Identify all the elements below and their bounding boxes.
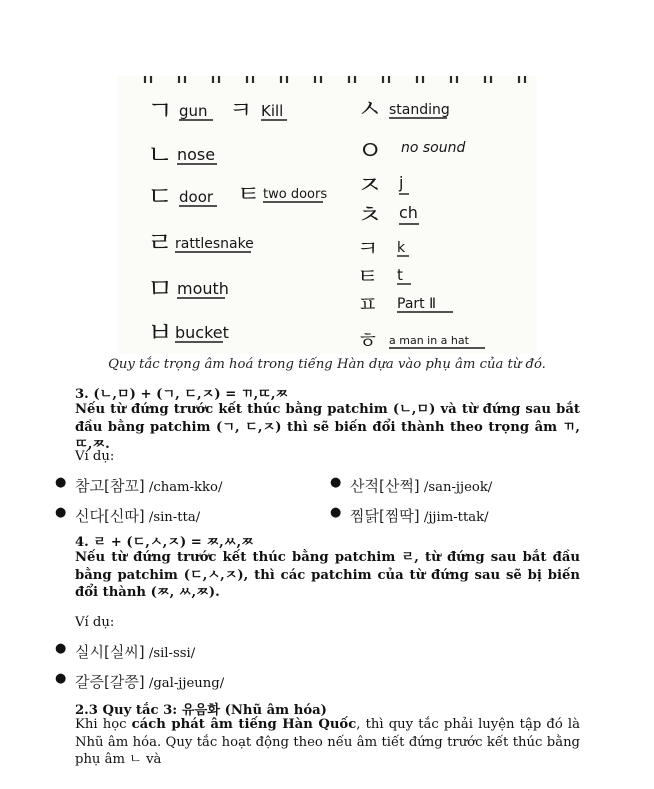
example-romanization: /san-jjeok/	[423, 480, 493, 495]
figure-caption: Quy tắc trọng âm hoá trong tiếng Hàn dựa vào phụ âm của từ đó.	[108, 357, 546, 372]
letter-p: ㅍ	[357, 293, 379, 318]
letter-k2: ㅋ	[357, 237, 379, 262]
rule-3-body-start: Khi học	[75, 717, 132, 732]
letter-h: ㅎ	[357, 329, 379, 354]
word-no-sound: no sound	[401, 140, 466, 156]
bullet-icon: ●	[55, 671, 67, 686]
example-korean: 참고[참꼬]	[75, 477, 145, 495]
bullet-icon: ●	[55, 505, 67, 520]
example-romanization: /sin-tta/	[148, 510, 201, 525]
letter-t: ㅌ	[237, 180, 261, 208]
letter-k: ㅋ	[229, 96, 253, 124]
letter-b: ㅂ	[147, 318, 174, 349]
spiral-binding-icon	[145, 76, 525, 83]
letter-ch: ㅊ	[357, 201, 383, 231]
letter-g: ㄱ	[147, 96, 174, 127]
letter-n: ㄴ	[147, 140, 174, 171]
list-item	[55, 641, 195, 662]
word-part2: Part Ⅱ	[397, 296, 436, 312]
list-item	[330, 475, 492, 496]
word-mouth: mouth	[177, 279, 229, 298]
example-korean: 산적[산쩍]	[350, 477, 420, 495]
word-t: t	[397, 266, 403, 284]
section-4-body: Nếu từ đứng trước kết thúc bằng patchim ㄹ, từ đứng sau bắt đầu bằng patchim (ㄷ,ㅅ,ㅈ), thì các patchim của từ đứng sau sẽ bị biến đổi thành (ㅉ, ㅆ,ㅉ).	[75, 550, 580, 600]
section-3-heading: 3. (ㄴ,ㅁ) + (ㄱ, ㄷ,ㅈ) = ㄲ,ㄸ,ㅉ	[75, 387, 289, 402]
letter-r: ㄹ	[147, 228, 174, 259]
list-item	[330, 505, 489, 526]
word-two-doors: two doors	[263, 187, 328, 202]
rule-3-body-rest: , thì quy tắc phải luyện tập đó là Nhũ âm hóa. Quy tắc hoạt động theo nếu âm tiết đứng trước kết thúc bằng phụ âm ㄴ và	[75, 717, 581, 767]
left-column	[147, 96, 327, 349]
example-romanization: /cham-kko/	[148, 480, 223, 495]
bullet-icon: ●	[55, 641, 67, 656]
section-4-heading: 4. ㄹ + (ㄷ,ㅅ,ㅈ) = ㅉ,ㅆ,ㅉ	[75, 535, 254, 550]
letter-t2: ㅌ	[357, 265, 379, 290]
example-korean: 실시[실씨]	[75, 643, 145, 661]
bullet-icon: ●	[330, 505, 342, 520]
list-item	[55, 475, 222, 496]
letter-d: ㄷ	[147, 182, 174, 213]
word-k: k	[397, 240, 406, 256]
example-korean: 갈증[갈쯩]	[75, 673, 145, 691]
rule-3-body	[75, 716, 580, 769]
bullet-icon: ●	[55, 475, 67, 490]
word-bucket: bucket	[175, 323, 229, 342]
example-korean: 신다[신따]	[75, 507, 145, 525]
example-romanization: /jjim-ttak/	[423, 510, 489, 525]
list-item	[55, 671, 224, 692]
word-standing: standing	[389, 102, 450, 118]
section-3-body: Nếu từ đứng trước kết thúc bằng patchim (ㄴ,ㅁ) và từ đứng sau bắt đầu bằng patchim (ㄱ, ㄷ,ㅈ) thì sẽ biến đổi thành theo trọng âm ㄲ,ㄸ,ㅉ.	[75, 402, 580, 452]
rule-3-heading-prefix: 2.3 Quy tắc 3:	[75, 703, 182, 718]
rule-3-body-bold: cách phát âm tiếng Hàn Quốc	[131, 717, 357, 732]
word-kill: Kill	[261, 102, 284, 120]
word-nose: nose	[177, 145, 216, 164]
hangul-mnemonic-photo	[117, 76, 537, 354]
letter-m: ㅁ	[147, 274, 174, 305]
section-4-example-label: Ví dụ:	[75, 615, 115, 630]
hangul-mnemonic-drawing	[117, 76, 537, 354]
word-j: j	[399, 173, 404, 192]
word-man-in-hat: a man in a hat	[389, 334, 469, 347]
rule-3-heading-korean: 유음화	[181, 703, 220, 718]
word-door: door	[179, 188, 214, 206]
section-3-example-label: Ví dụ:	[75, 449, 115, 464]
word-rattlesnake: rattlesnake	[175, 236, 254, 252]
example-romanization: /gal-jjeung/	[148, 676, 225, 691]
example-korean: 찜닭[찜딱]	[350, 507, 420, 525]
word-ch: ch	[399, 203, 418, 222]
letter-ng: ㅇ	[357, 136, 384, 167]
letter-s: ㅅ	[357, 95, 383, 125]
letter-j: ㅈ	[357, 171, 383, 201]
rule-3-heading-suffix: (Nhũ âm hóa)	[219, 703, 327, 718]
bullet-icon: ●	[330, 475, 342, 490]
example-romanization: /sil-ssi/	[148, 646, 196, 661]
list-item	[55, 505, 200, 526]
word-gun: gun	[179, 102, 208, 120]
